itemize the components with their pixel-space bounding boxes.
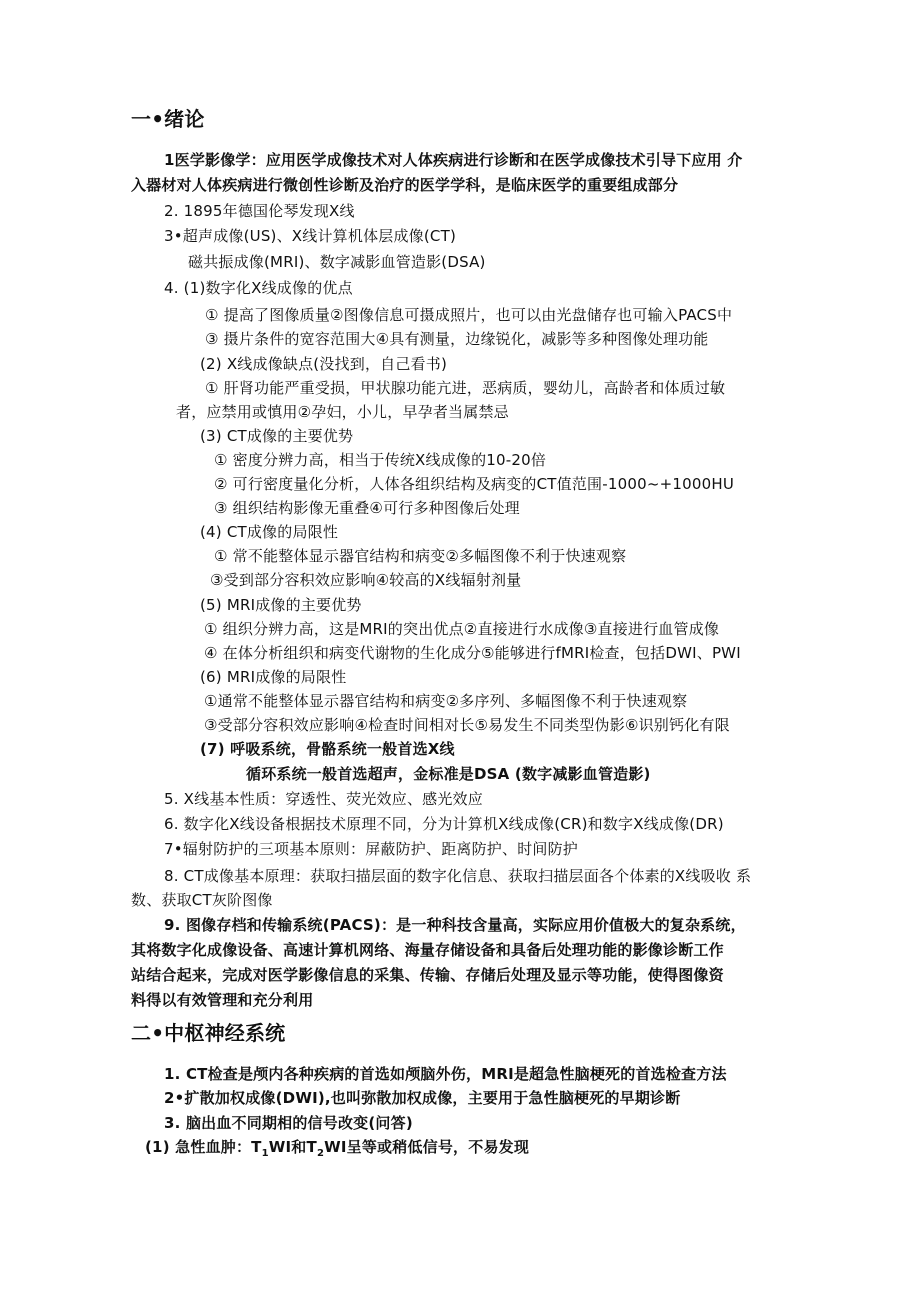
list-item: [145, 1135, 529, 1159]
sub-heading: (7) 呼吸系统，骨骼系统一般首选X线: [200, 740, 455, 758]
sub-item: ①通常不能整体显示器官结构和病变②多序列、多幅图像不利于快速观察: [204, 692, 688, 710]
list-item: 5. X线基本性质：穿透性、荧光效应、感光效应: [164, 790, 483, 808]
text-run: (1) 急性血肿：T: [145, 1138, 262, 1156]
sub-heading: (4) CT成像的局限性: [200, 523, 339, 541]
sub-item: ③ 摄片条件的宽容范围大④具有测量，边缘锐化，减影等多种图像处理功能: [205, 330, 709, 348]
list-item: 3. 脑出血不同期相的信号改变(问答): [164, 1114, 413, 1132]
list-item: 3•超声成像(US)、X线计算机体层成像(CT): [164, 227, 457, 245]
sub-item: ① 常不能整体显示器官结构和病变②多幅图像不利于快速观察: [214, 547, 627, 565]
list-item-continuation: 料得以有效管理和充分利用: [131, 991, 314, 1009]
paragraph-line: 1医学影像学：应用医学成像技术对人体疾病进行诊断和在医学成像技术引导下应用 介: [164, 151, 743, 169]
list-item-continuation: 数、获取CT灰阶图像: [131, 891, 273, 909]
sub-heading: (3) CT成像的主要优势: [200, 427, 354, 445]
sub-item: ③ 组织结构影像无重叠④可行多种图像后处理: [214, 499, 520, 517]
section-heading-introduction: 一•绪论: [131, 107, 205, 131]
list-item-continuation: 磁共振成像(MRI)、数字减影血管造影(DSA): [188, 253, 486, 271]
list-item: 2. 1895年德国伦琴发现X线: [164, 202, 355, 220]
list-item: 2•扩散加权成像(DWI),也叫弥散加权成像，主要用于急性脑梗死的早期诊断: [164, 1089, 681, 1107]
sub-item: ① 密度分辨力高，相当于传统X线成像的10-20倍: [214, 451, 547, 469]
sub-item: ④ 在体分析组织和病变代谢物的生化成分⑤能够进行fMRI检查，包括DWI、PWI: [204, 644, 741, 662]
sub-item: ① 组织分辨力高，这是MRI的突出优点②直接进行水成像③直接进行血管成像: [204, 620, 720, 638]
paragraph-line: 入器材对人体疾病进行微创性诊断及治疗的医学学科，是临床医学的重要组成部分: [131, 176, 679, 194]
sub-item: ③受到部分容积效应影响④较高的X线辐射剂量: [210, 571, 522, 589]
subscript: 2: [316, 1148, 325, 1159]
sub-item: ③受部分容积效应影响④检查时间相对长⑤易发生不同类型伪影⑥识别钙化有限: [204, 716, 730, 734]
subscript: 1: [261, 1148, 269, 1159]
sub-heading: (6) MRI成像的局限性: [200, 668, 347, 686]
text-run: WI和T: [268, 1138, 317, 1156]
list-item: 1. CT检查是颅内各种疾病的首选如颅脑外伤，MRI是超急性脑梗死的首选检查方法: [164, 1065, 727, 1083]
list-item: 6. 数字化X线设备根据技术原理不同，分为计算机X线成像(CR)和数字X线成像(DR): [164, 815, 724, 833]
list-item: 7•辐射防护的三项基本原则：屏蔽防护、距离防护、时间防护: [164, 840, 578, 858]
sub-item: ① 肝肾功能严重受损，甲状腺功能亢进，恶病质，婴幼儿，高龄者和体质过敏: [205, 379, 726, 397]
sub-item: ② 可行密度量化分析，人体各组织结构及病变的CT值范围-1000~+1000HU: [214, 475, 735, 493]
list-item: 8. CT成像基本原理：获取扫描层面的数字化信息、获取扫描层面各个体素的X线吸收 系: [164, 867, 752, 885]
list-item-continuation: 其将数字化成像设备、高速计算机网络、海量存储设备和具备后处理功能的影像诊断工作: [131, 941, 724, 959]
sub-item-continuation: 者，应禁用或慎用②孕妇，小儿，早孕者当属禁忌: [176, 403, 509, 421]
sub-item-continuation: 循环系统一般首选超声，金标准是DSA (数字减影血管造影): [246, 765, 651, 783]
list-item: 4. (1)数字化X线成像的优点: [164, 279, 353, 297]
sub-heading: (2) X线成像缺点(没找到，自己看书): [200, 355, 447, 373]
text-run: WI呈等或稍低信号，不易发现: [324, 1138, 530, 1156]
list-item: 9. 图像存档和传输系统(PACS)：是一种科技含量高，实际应用价值极大的复杂系统，: [164, 916, 746, 934]
section-heading-cns: 二•中枢神经系统: [131, 1021, 286, 1045]
sub-heading: (5) MRI成像的主要优势: [200, 596, 362, 614]
list-item-continuation: 站结合起来，完成对医学影像信息的采集、传输、存储后处理及显示等功能，使得图像资: [131, 966, 724, 984]
sub-item: ① 提高了图像质量②图像信息可摄成照片，也可以由光盘储存也可输入PACS中: [205, 306, 733, 324]
